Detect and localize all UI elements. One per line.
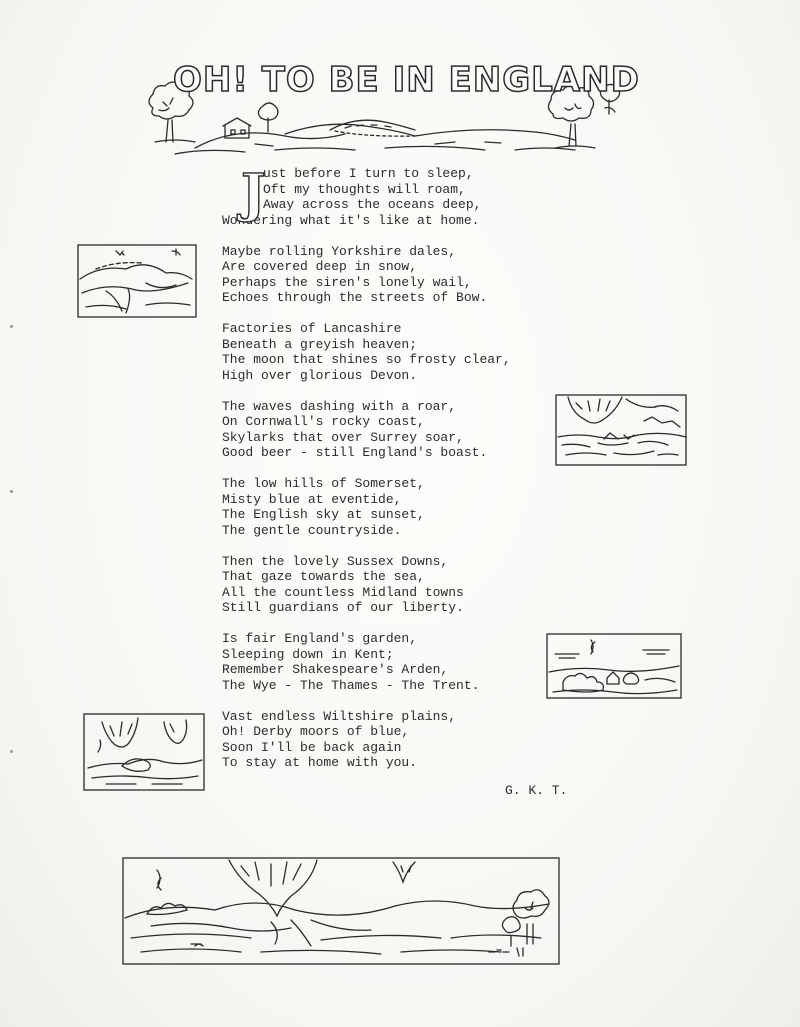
stanza-6 (222, 554, 562, 616)
poem-line: Oh! Derby moors of blue, (222, 724, 410, 739)
poem-line: Sleeping down in Kent; (222, 646, 394, 662)
poem-line: Wondering what it's like at home. (222, 212, 480, 228)
poem-line: The Wye - The Thames - The Trent. (222, 677, 480, 693)
coast-sketch-illustration (554, 393, 688, 467)
poem-line: Vast endless Wiltshire plains, (222, 708, 457, 724)
poem-line: Remember Shakespeare's Arden, (222, 662, 449, 677)
poem-line: Good beer - still England's boast. (222, 445, 488, 460)
poem-line: On Cornwall's rocky coast, (222, 414, 425, 429)
bottom-landscape-illustration (121, 856, 561, 966)
poem-line: All the countless Midland towns (222, 584, 464, 600)
margin-mark (10, 750, 13, 753)
poem-line: The gentle countryside. (222, 522, 402, 538)
drop-cap-letter: J (241, 163, 266, 224)
poem-line: Echoes through the streets of Bow. (222, 290, 488, 305)
stanza-1 (222, 163, 562, 228)
stanza-3 (222, 321, 562, 383)
plains-sketch-illustration (82, 712, 206, 792)
stanza-7 (222, 631, 562, 693)
poem-line: Perhaps the siren's lonely wail, (222, 274, 472, 290)
poem-line: Away across the oceans deep, (263, 197, 482, 212)
poem-line: The low hills of Somerset, (222, 476, 425, 491)
poem-line: That gaze towards the sea, (222, 569, 425, 584)
poem-line: Maybe rolling Yorkshire dales, (222, 243, 457, 259)
poem-body (222, 163, 562, 786)
poem-line: Misty blue at eventide, (222, 491, 402, 507)
margin-mark (10, 325, 13, 328)
poem-title: OH! TO BE IN ENGLAND (173, 60, 640, 100)
stanza-4 (222, 399, 562, 461)
poem-line: Oft my thoughts will roam, (263, 181, 466, 197)
poem-line: The moon that shines so frosty clear, (222, 352, 511, 367)
garden-sketch-illustration (545, 632, 683, 700)
poem-line: Is fair England's garden, (222, 631, 418, 646)
poem-line: The waves dashing with a roar, (222, 398, 457, 414)
poem-line: Factories of Lancashire (222, 321, 402, 336)
title-banner (135, 58, 640, 162)
poem-line: The English sky at sunset, (222, 507, 425, 522)
dales-sketch-illustration (76, 243, 198, 319)
poem-line: Soon I'll be back again (222, 739, 402, 755)
margin-mark (10, 490, 13, 493)
poem-line: Still guardians of our liberty. (222, 600, 464, 615)
poem-line: To stay at home with you. (222, 755, 418, 770)
stanza-5 (222, 476, 562, 538)
poem-line: Skylarks that over Surrey soar, (222, 429, 464, 445)
poem-line: Are covered deep in snow, (222, 259, 418, 274)
stanza-2 (222, 244, 562, 306)
poem-line: ust before I turn to sleep, (263, 166, 474, 181)
stanza-8 (222, 709, 562, 771)
poem-line: High over glorious Devon. (222, 367, 418, 383)
author-signature: G. K. T. (505, 783, 568, 798)
poem-line: Beneath a greyish heaven; (222, 336, 418, 352)
poem-line: Then the lovely Sussex Downs, (222, 553, 449, 569)
